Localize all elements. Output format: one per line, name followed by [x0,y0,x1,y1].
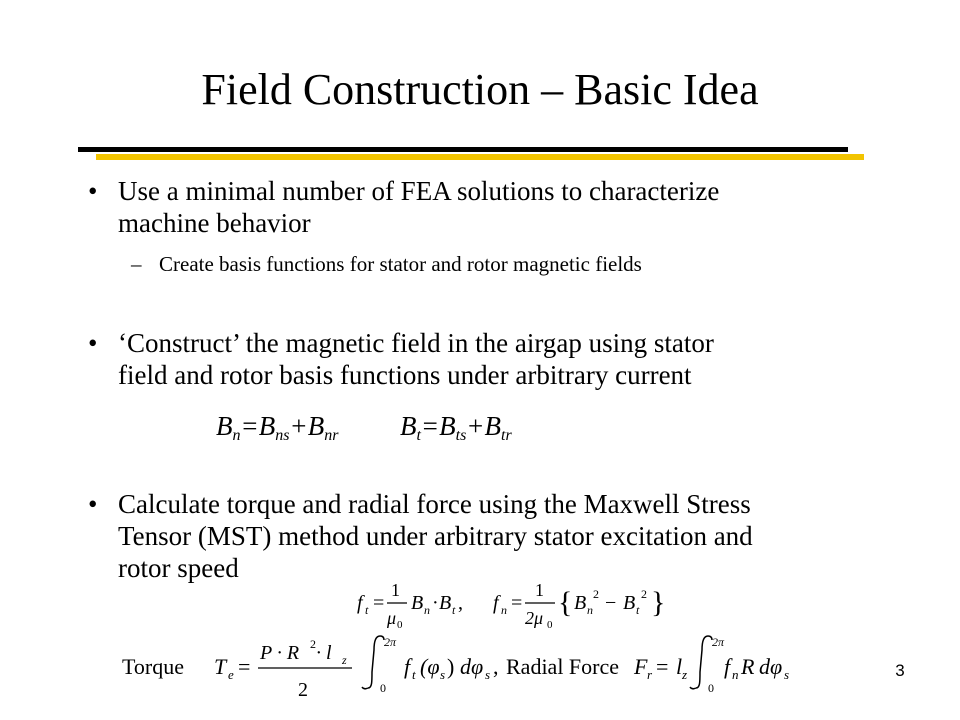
svg-text:R: R [741,654,755,679]
svg-text:0: 0 [708,681,714,695]
svg-text:f: f [357,592,363,614]
svg-text:2μ: 2μ [525,608,544,628]
svg-text:f: f [724,654,731,679]
svg-text:,: , [493,654,499,679]
svg-text:t: t [452,603,456,617]
slide-number: 3 [895,661,905,680]
svg-text:Radial Force: Radial Force [506,654,620,679]
bullet-marker: • [88,489,98,519]
svg-text:T: T [214,654,227,679]
svg-text:s: s [485,667,491,682]
force-equations [355,572,685,634]
slide-title: Field Construction – Basic Idea [201,65,759,114]
bullet-1-line-1: Use a minimal number of FEA solutions to characterize [118,176,720,206]
svg-text:r: r [647,667,653,682]
sub-bullet-text: Create basis functions for stator and rotor magnetic fields [159,252,642,276]
svg-text:1: 1 [391,580,400,600]
svg-text:0: 0 [547,619,553,631]
bullet-3-line-2: Tensor (MST) method under arbitrary stator excitation and [118,521,753,551]
svg-text:−: − [605,592,617,614]
torque-equations [120,632,800,718]
svg-text:F: F [634,654,648,679]
svg-text:=: = [238,654,251,679]
svg-text:2π: 2π [712,635,725,649]
bullet-marker: • [88,328,98,358]
svg-text:=: = [656,654,669,679]
svg-text:l: l [676,654,683,679]
svg-text:2: 2 [298,679,308,701]
svg-text:s: s [440,667,446,682]
svg-text:,: , [458,592,463,614]
bullet-marker: • [88,176,98,206]
svg-text:dφ: dφ [460,654,484,679]
svg-text:B: B [574,592,587,614]
svg-text:t: t [636,603,640,617]
bullet-3-line-3: rotor speed [118,553,239,583]
svg-text:2π: 2π [384,635,397,649]
svg-text:B: B [623,592,636,614]
svg-text:=: = [373,592,385,614]
bullet-2-line-1: ‘Construct’ the magnetic field in the airgap using stator [118,328,714,358]
svg-text:2: 2 [593,587,599,601]
sub-bullet-marker: – [131,252,142,276]
svg-text:P · R: P · R [260,642,300,664]
svg-text:μ: μ [387,608,397,628]
svg-text:1: 1 [535,580,544,600]
svg-text:{: { [558,586,573,619]
svg-text:): ) [447,654,455,679]
svg-text:(φ: (φ [420,654,440,679]
title-underline-black [78,147,848,152]
svg-text:}: } [651,586,666,619]
bullet-1-line-2: machine behavior [118,208,311,238]
svg-text:2: 2 [310,637,316,651]
svg-text:0: 0 [397,619,403,631]
svg-text:0: 0 [380,681,386,695]
svg-text:f: f [493,592,499,614]
svg-text:e: e [228,667,234,682]
svg-text:t: t [412,667,416,682]
svg-text:n: n [501,603,507,617]
svg-text:B: B [439,592,452,614]
svg-text:n: n [424,603,430,617]
svg-text:· l: · l [316,642,332,664]
field-equation: $B_n=B_{ns}+B_{nr}$ $B_t=B_{ts}+B_{tr}$ [216,411,512,444]
svg-text:·: · [432,592,439,614]
svg-text:B: B [411,592,424,614]
svg-text:2: 2 [641,587,647,601]
svg-text:z: z [342,653,347,667]
bullet-2-line-2: field and rotor basis functions under arbitrary current [118,360,692,390]
svg-text:n: n [732,667,739,682]
svg-text:n: n [587,603,593,617]
title-underline-gold [96,154,864,160]
svg-text:f: f [404,654,411,679]
svg-text:dφ: dφ [759,654,783,679]
svg-text:s: s [784,667,790,682]
svg-text:Torque: Torque [122,654,184,679]
svg-text:t: t [365,603,369,617]
svg-text:=: = [511,592,523,614]
bullet-3-line-1: Calculate torque and radial force using the Maxwell Stress [118,489,751,519]
svg-text:z: z [682,667,688,682]
